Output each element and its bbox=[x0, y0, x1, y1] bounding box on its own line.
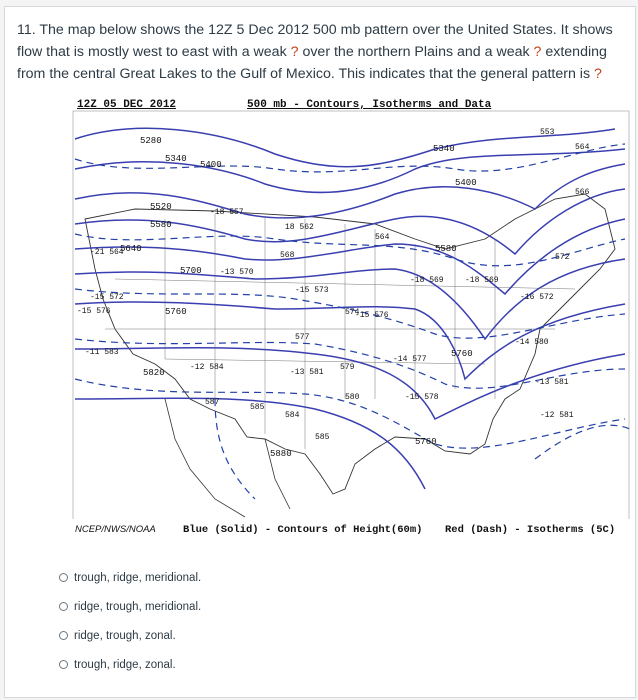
isotherm-line bbox=[535, 425, 630, 459]
contour-label: 5520 bbox=[150, 202, 172, 212]
option-trough-ridge-zonal[interactable] bbox=[59, 650, 201, 679]
station-value: -15 573 bbox=[295, 286, 329, 295]
station-value: -18 557 bbox=[210, 208, 244, 217]
upper-air-map bbox=[15, 99, 635, 547]
contour-label: 5640 bbox=[120, 244, 142, 254]
station-value: -13 581 bbox=[290, 368, 324, 377]
option-label: ridge, trough, meridional. bbox=[74, 600, 202, 613]
station-value: -11 583 bbox=[85, 348, 119, 357]
question-text bbox=[17, 19, 633, 85]
legend-contours: Blue (Solid) - Contours of Height(60m) bbox=[183, 524, 423, 536]
station-value: -13 581 bbox=[535, 378, 569, 387]
option-ridge-trough-meridional[interactable] bbox=[59, 592, 201, 621]
question-text-part-1: 11. The map below shows the 12Z 5 Dec 2012 500 mb pattern over the United States. It shows flow that is mostly west to east with a weak bbox=[17, 22, 613, 60]
station-value: 585 bbox=[315, 433, 330, 442]
contour-label: 5700 bbox=[180, 266, 202, 276]
station-value: 564 bbox=[575, 143, 590, 152]
station-value: 572 bbox=[555, 253, 570, 262]
station-value: 587 bbox=[205, 398, 220, 407]
map-title-date: 12Z 05 DEC 2012 bbox=[77, 99, 177, 111]
blank-3: ? bbox=[594, 66, 602, 82]
answer-options bbox=[59, 563, 201, 679]
option-ridge-trough-zonal[interactable] bbox=[59, 621, 201, 650]
question-card bbox=[4, 6, 636, 698]
station-value: 564 bbox=[375, 233, 390, 242]
station-value: 585 bbox=[250, 403, 265, 412]
map-credit: NCEP/NWS/NOAA bbox=[75, 524, 156, 535]
station-value: 568 bbox=[280, 251, 295, 260]
contour-label: 5280 bbox=[140, 136, 162, 146]
legend-isotherms: Red (Dash) - Isotherms (5C) bbox=[445, 524, 616, 536]
station-value: 579 bbox=[340, 363, 355, 372]
isotherm-line bbox=[75, 144, 625, 172]
station-value: 574 bbox=[345, 308, 360, 317]
option-label: trough, ridge, zonal. bbox=[74, 658, 176, 671]
option-label: trough, ridge, meridional. bbox=[74, 571, 202, 584]
option-trough-ridge-meridional[interactable] bbox=[59, 563, 201, 592]
contour-label: 5400 bbox=[455, 178, 477, 188]
question-text-part-3: extending from the central Great Lakes to the Gulf of Mexico. This indicates that the general pattern is bbox=[17, 44, 607, 82]
station-value: -12 581 bbox=[540, 411, 574, 420]
contour-label: 5400 bbox=[200, 160, 222, 170]
radio-button[interactable] bbox=[59, 660, 68, 669]
isotherm-line bbox=[215, 399, 255, 499]
station-value: -13 570 bbox=[220, 268, 254, 277]
station-value: -16 572 bbox=[520, 293, 554, 302]
station-value: -12 584 bbox=[190, 363, 224, 372]
station-value: 577 bbox=[295, 333, 310, 342]
contour-label: 5880 bbox=[270, 449, 292, 459]
contour-label: 5760 bbox=[415, 437, 437, 447]
station-value: -14 577 bbox=[393, 355, 427, 364]
contour-label: 5760 bbox=[451, 349, 473, 359]
station-value: 18 562 bbox=[285, 223, 314, 232]
station-value: -15 576 bbox=[355, 311, 389, 320]
question-text-part-2: over the northern Plains and a weak bbox=[298, 44, 534, 60]
contour-label: 5580 bbox=[435, 244, 457, 254]
station-value: 566 bbox=[575, 188, 590, 197]
station-value: -15 576 bbox=[77, 307, 111, 316]
contour-label: 5580 bbox=[150, 220, 172, 230]
option-label: ridge, trough, zonal. bbox=[74, 629, 176, 642]
station-value: -14 580 bbox=[515, 338, 549, 347]
map-drawing bbox=[15, 99, 635, 519]
radio-button[interactable] bbox=[59, 573, 68, 582]
contour-label: 5340 bbox=[433, 144, 455, 154]
station-value: -21 564 bbox=[90, 248, 124, 257]
contour-label: 5340 bbox=[165, 154, 187, 164]
blank-1: ? bbox=[290, 44, 299, 60]
station-value: -15 578 bbox=[405, 393, 439, 402]
station-value: 553 bbox=[540, 128, 555, 137]
map-title-level: 500 mb - Contours, Isotherms and Data bbox=[247, 99, 492, 111]
contour-label: 5760 bbox=[165, 307, 187, 317]
station-value: 580 bbox=[345, 393, 360, 402]
station-value: -18 569 bbox=[410, 276, 444, 285]
contour-line bbox=[75, 128, 615, 166]
station-value: 584 bbox=[285, 411, 300, 420]
station-value: -15 572 bbox=[90, 293, 124, 302]
radio-button[interactable] bbox=[59, 602, 68, 611]
radio-button[interactable] bbox=[59, 631, 68, 640]
blank-2: ? bbox=[533, 44, 542, 60]
station-value: -18 569 bbox=[465, 276, 499, 285]
isotherms bbox=[75, 144, 630, 499]
contour-label: 5820 bbox=[143, 368, 165, 378]
